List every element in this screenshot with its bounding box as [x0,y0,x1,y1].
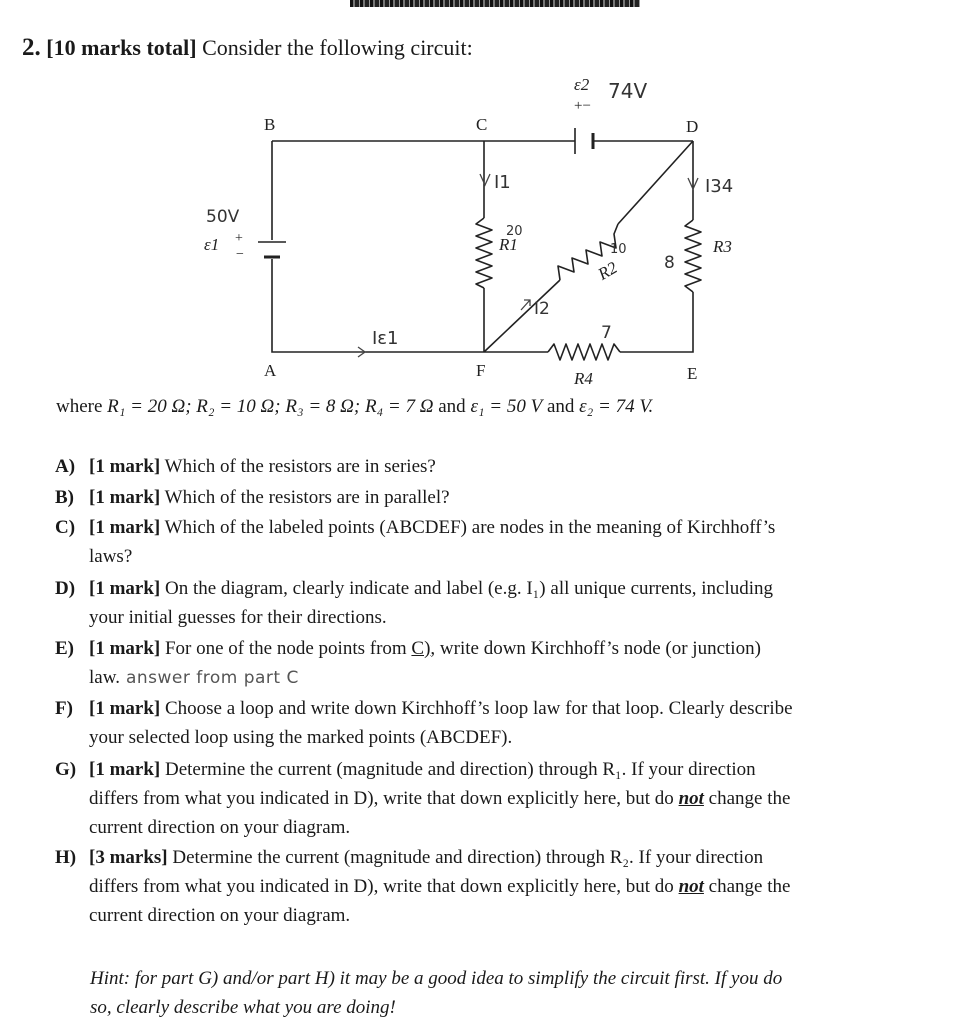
handwritten-r4-value: 7 [601,323,612,343]
question-c: C) [1 mark] Which of the labeled points (ABCDEF) are nodes in the meaning of Kirchhoff’s laws? [55,517,776,567]
label-r4: R4 [574,369,593,388]
handwritten-e1-value: 50V [206,207,240,227]
label-r2: R2 [594,257,621,284]
hint: Hint: for part G) and/or part H) it may be a good idea to simplify the circuit first. If you do so, clearly describe what you are doing! [90,968,783,1018]
question-e: E) [1 mark] For one of the node points from C), write down Kirchhoff’s node (or junction) law. answer from part C [55,638,761,688]
problem-title [22,34,473,62]
node-label-d: D [686,117,699,136]
where-prefix: where [56,396,108,417]
question-f: F) [1 mark] Choose a loop and write down Kirchhoff’s loop law for that loop. Clearly describe your selected loop using the marked points (ABCDEF). [55,698,793,748]
question-d: D) [1 mark] On the diagram, clearly indicate and label (e.g. I₁) all unique currents, including your initial guesses for their directions. [55,578,774,628]
handwritten-answer-note: answer from part C [125,668,299,688]
arrow-i1 [480,174,490,185]
handwritten-r3-value: 8 [664,253,675,273]
handwritten-r2-value: 10 [610,242,627,257]
resistor-values: R₁ = 20 Ω; R₂ = 10 Ω; R₃ = 8 Ω; R₄ = 7 Ω [107,396,434,417]
resistor-r1 [476,218,492,288]
node-label-c: C [476,115,488,134]
handwritten-r1-value: 20 [506,224,523,239]
given-values [56,396,653,418]
label-emf2: ε2 [574,75,590,94]
handwritten-i2: I2 [534,299,550,319]
node-label-f: F [476,361,486,380]
arrow-i2 [521,300,530,310]
handwritten-i1: I1 [494,172,511,193]
circuit-diagram [0,70,955,390]
node-label-a: A [264,361,277,380]
label-r1: R1 [499,235,518,254]
problem-number: 2. [22,34,41,61]
problem-marks: [10 marks total] [46,35,197,60]
question-a: A) [1 mark] Which of the resistors are in series? [55,456,436,477]
emf2-value: ε₂ = 74 V. [579,396,654,417]
scan-artifact [350,0,640,7]
emf2-polarity: +− [574,98,591,114]
label-r3: R3 [713,237,732,256]
emf1-plus: + [235,231,243,246]
where-and-1: and [433,396,471,417]
question-b: B) [1 mark] Which of the resistors are in parallel? [55,487,450,508]
resistor-r3 [685,220,701,292]
handwritten-e2-value: 74V [608,79,648,103]
where-and-2: and [542,396,580,417]
node-label-b: B [264,115,276,134]
question-h: H) [3 marks] Determine the current (magnitude and direction) through R₂. If your direction differs from what you indicated in D), write that down explicitly here, but do not change the current direction on your diagram. [55,847,791,926]
node-label-e: E [687,364,698,383]
emf1-value: ε₁ = 50 V [470,396,543,417]
question-g: G) [1 mark] Determine the current (magnitude and direction) through R₁. If your direction differs from what you indicated in D), write that down explicitly here, but do not change the current direction on your diagram. [55,759,791,838]
wire-left [272,141,484,352]
label-emf1: ε1 [204,235,220,254]
problem-intro: Consider the following circuit: [202,35,473,60]
handwritten-i34: I34 [705,176,734,197]
arrow-ie1 [350,347,365,357]
emf1-minus: − [236,247,244,262]
handwritten-ie1: Iε1 [372,328,399,349]
resistor-r4 [548,344,620,360]
